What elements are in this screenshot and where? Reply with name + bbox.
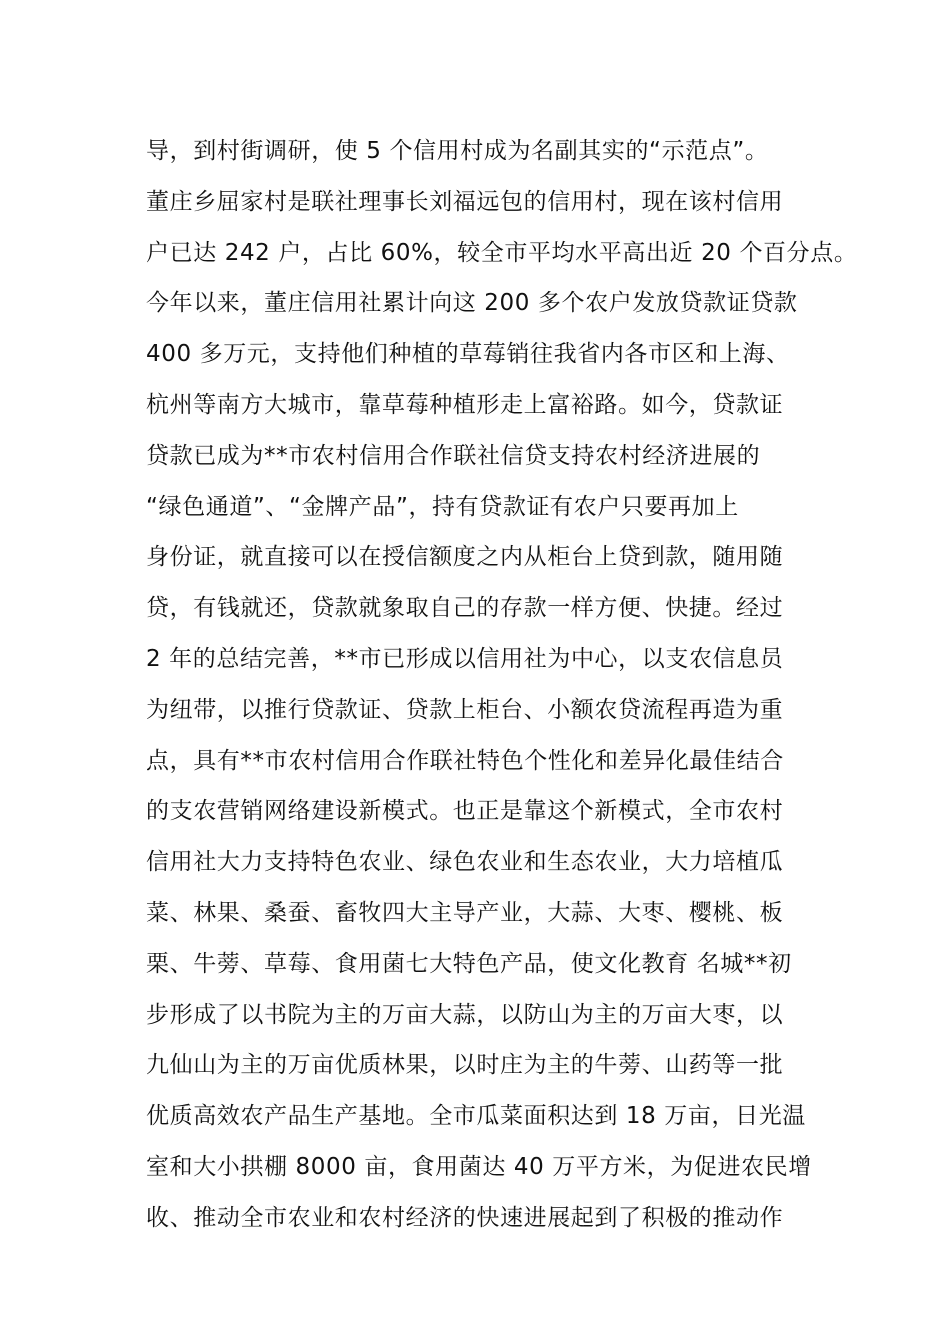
text-line: 2 年的总结完善，**市已形成以信用社为中心，以支农信息员 — [146, 645, 784, 672]
text-line: 室和大小拱棚 8000 亩，食用菌达 40 万平方米，为促进农民增 — [146, 1153, 812, 1180]
text-line: 收、推动全市农业和农村经济的快速进展起到了积极的推动作 — [146, 1204, 784, 1231]
text-line: 优质高效农产品生产基地。全市瓜菜面积达到 18 万亩，日光温 — [146, 1103, 806, 1130]
text-line: 杭州等南方大城市，靠草莓种植形走上富裕路。如今，贷款证 — [146, 391, 784, 418]
body-text — [146, 126, 858, 1244]
text-line: 400 多万元，支持他们种植的草莓销往我省内各市区和上海、 — [146, 341, 790, 368]
text-line: 户已达 242 户，占比 60%，较全市平均水平高出近 20 个百分点。 — [146, 239, 858, 266]
text-line: 九仙山为主的万亩优质林果，以时庄为主的牛蒡、山药等一批 — [146, 1052, 784, 1079]
text-line: 为纽带，以推行贷款证、贷款上柜台、小额农贷流程再造为重 — [146, 696, 784, 723]
text-line: “绿色通道”、“金牌产品”，持有贷款证有农户只要再加上 — [146, 493, 739, 520]
text-line: 今年以来，董庄信用社累计向这 200 多个农户发放贷款证贷款 — [146, 290, 798, 317]
text-line: 的支农营销网络建设新模式。也正是靠这个新模式，全市农村 — [146, 798, 784, 825]
text-line: 栗、牛蒡、草莓、食用菌七大特色产品，使文化教育 名城**初 — [146, 950, 792, 977]
text-line: 步形成了以书院为主的万亩大蒜，以防山为主的万亩大枣，以 — [146, 1001, 784, 1028]
text-line: 贷，有钱就还，贷款就象取自己的存款一样方便、快捷。经过 — [146, 595, 784, 622]
text-line: 信用社大力支持特色农业、绿色农业和生态农业，大力培植瓜 — [146, 849, 784, 876]
text-line: 点，具有**市农村信用合作联社特色个性化和差异化最佳结合 — [146, 747, 784, 774]
text-line: 身份证，就直接可以在授信额度之内从柜台上贷到款，随用随 — [146, 544, 784, 571]
text-line: 董庄乡屈家村是联社理事长刘福远包的信用村，现在该村信用 — [146, 188, 784, 215]
text-line: 贷款已成为**市农村信用合作联社信贷支持农村经济进展的 — [146, 442, 761, 469]
text-line: 导，到村街调研，使 5 个信用村成为名副其实的“示范点”。 — [146, 138, 769, 164]
text-line: 菜、林果、桑蚕、畜牧四大主导产业，大蒜、大枣、樱桃、板 — [146, 899, 784, 926]
